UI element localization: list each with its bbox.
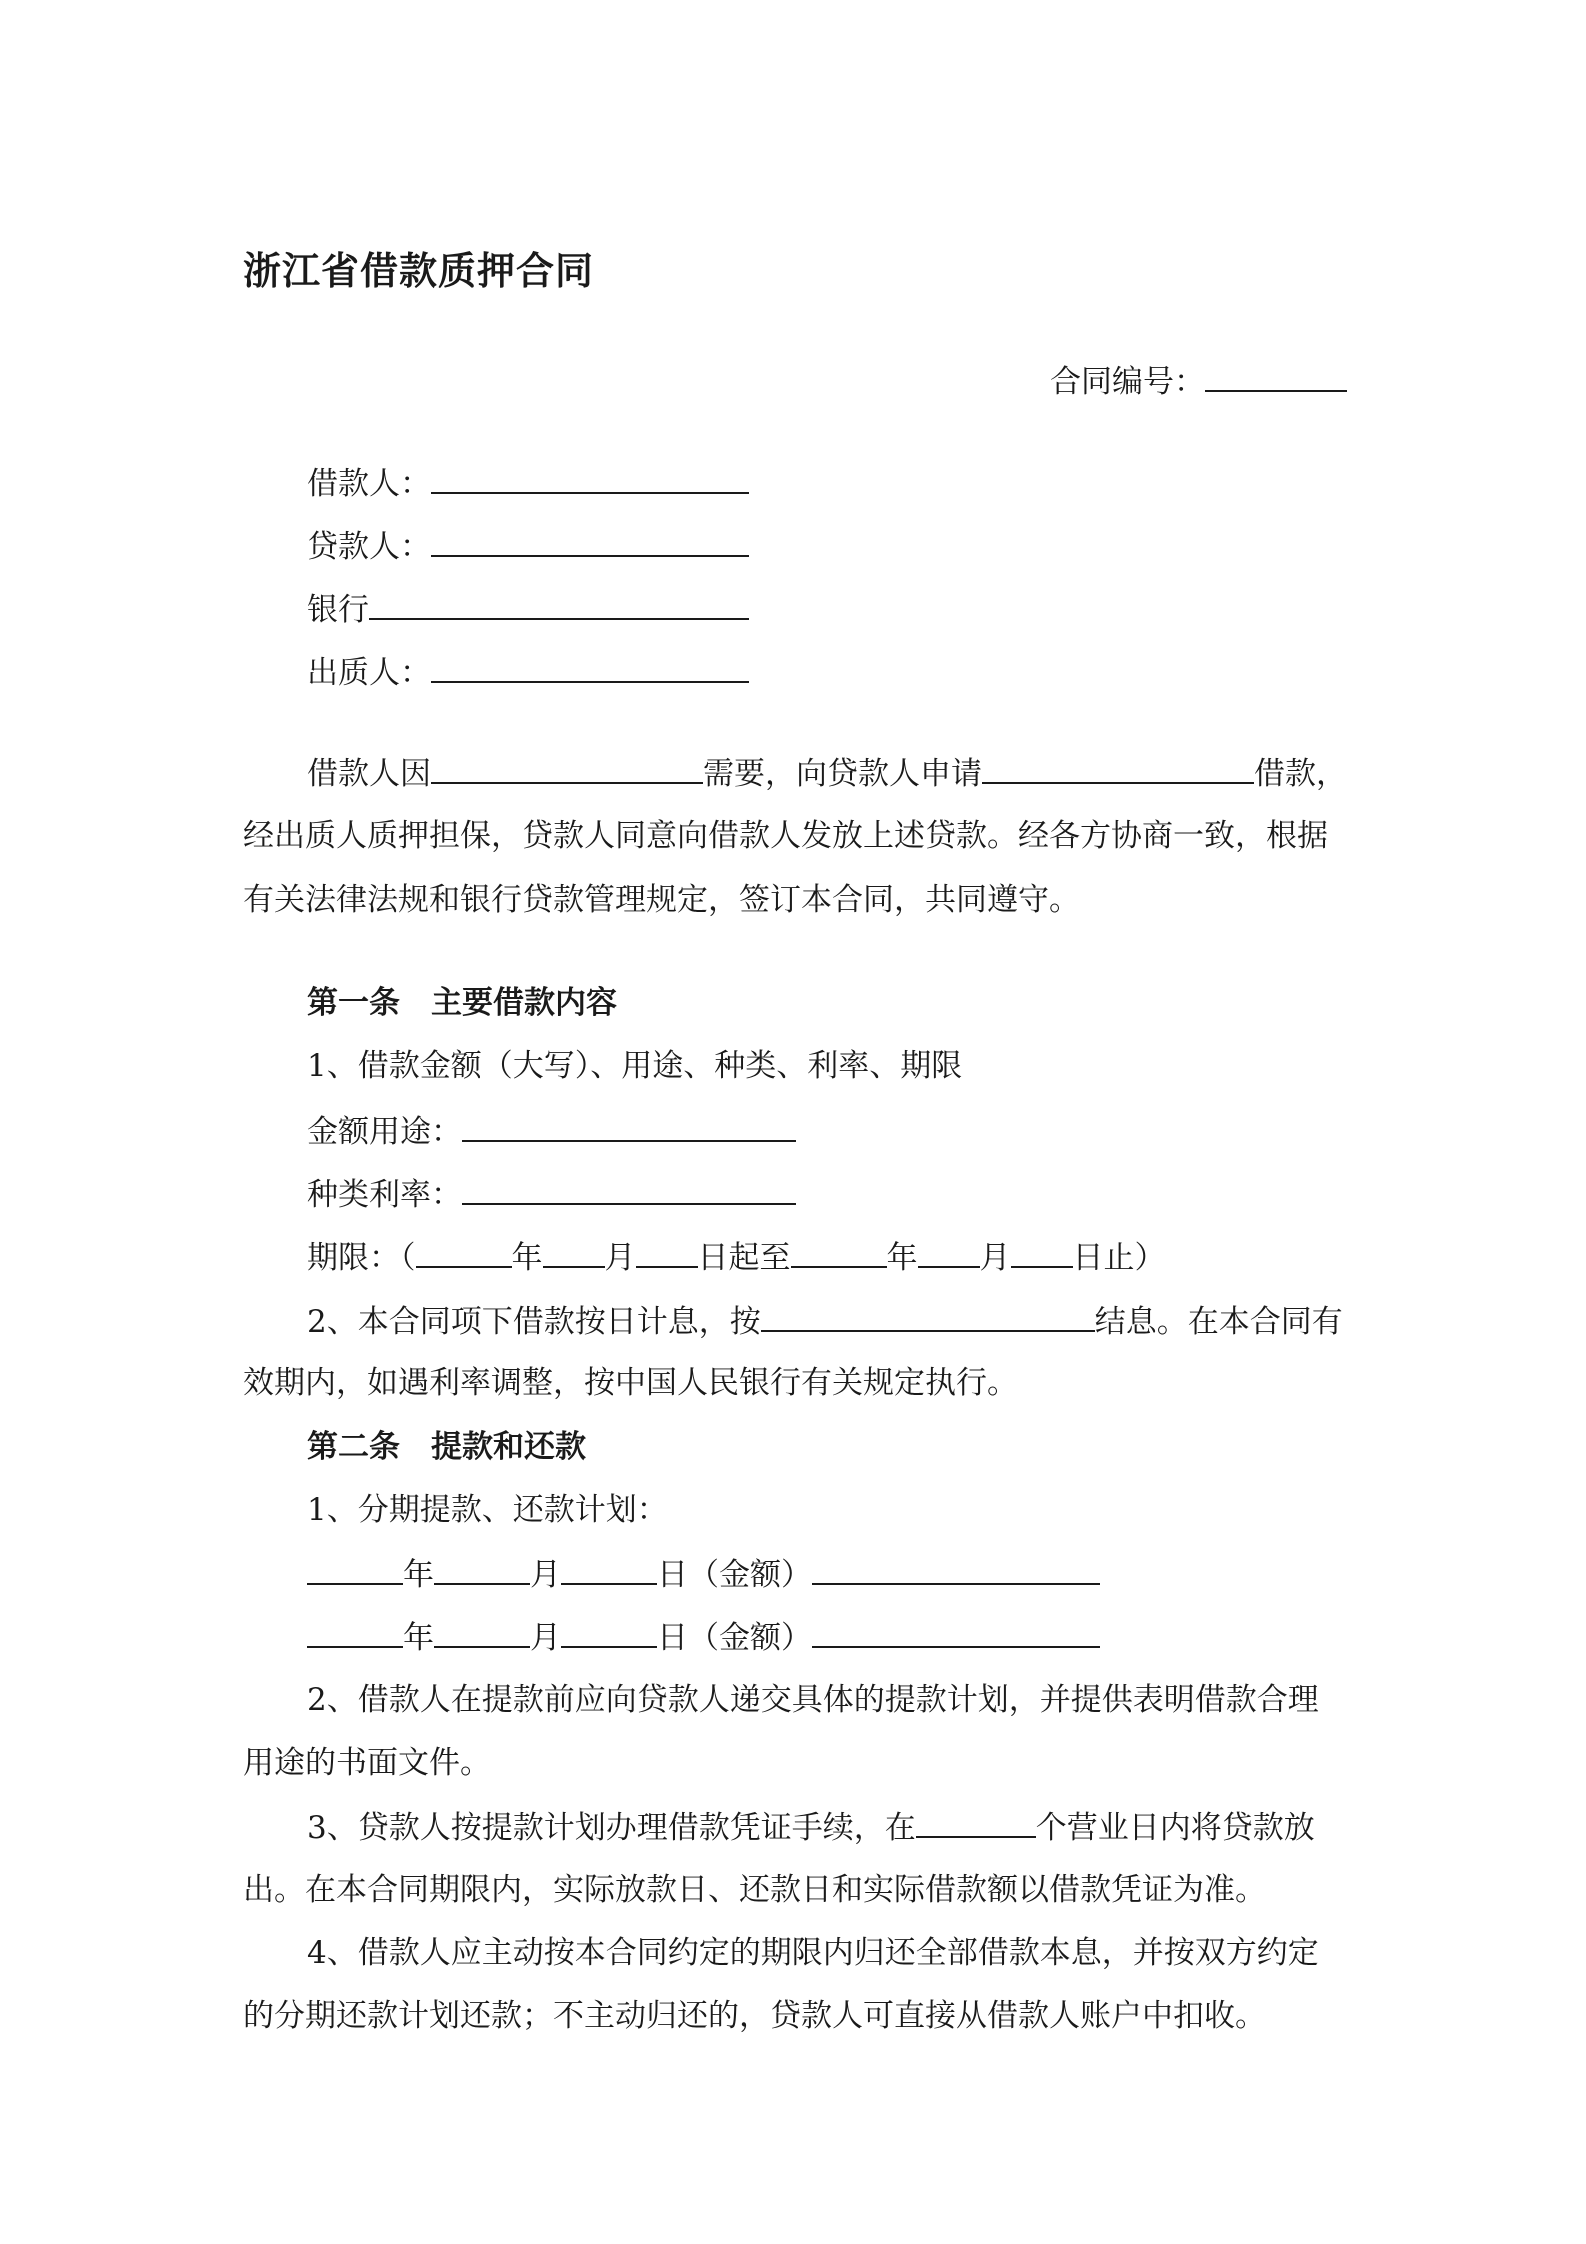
business-days-blank[interactable]: [916, 1806, 1036, 1838]
preamble-text-1b: 需要，向贷款人申请: [703, 756, 982, 792]
contract-number-label: 合同编号：: [1050, 364, 1205, 400]
preamble-text-1a: 借款人因: [307, 756, 431, 792]
lender-label: 贷款人：: [307, 529, 431, 565]
schedule-1-amount-blank[interactable]: [812, 1553, 1100, 1585]
article-1-heading: 第一条 主要借款内容: [307, 985, 617, 1021]
article-2-item-3-line-1: [307, 1806, 1315, 1848]
preamble-line-1: [307, 752, 1347, 794]
end-day-blank[interactable]: [1011, 1236, 1073, 1268]
item-3-text-a: 3、贷款人按提款计划办理借款凭证手续，在: [307, 1810, 916, 1846]
lender-blank[interactable]: [431, 525, 749, 557]
item-3-text-b: 个营业日内将贷款放: [1035, 1810, 1315, 1846]
borrower-label: 借款人：: [307, 466, 431, 502]
loan-type-blank[interactable]: [982, 752, 1254, 784]
bank-row: [307, 588, 749, 630]
start-day-blank[interactable]: [636, 1236, 698, 1268]
bank-blank[interactable]: [369, 588, 749, 620]
schedule-1-day-blank[interactable]: [561, 1553, 657, 1585]
article-2-item-2-line-2: 用途的书面文件。: [243, 1745, 491, 1781]
schedule-2-month-blank[interactable]: [434, 1616, 530, 1648]
article-1-item-1: 1、借款金额（大写）、用途、种类、利率、期限: [307, 1048, 963, 1084]
preamble-line-3: 有关法律法规和银行贷款管理规定，签订本合同，共同遵守。: [243, 882, 1080, 918]
month-text: 月: [604, 1240, 636, 1276]
amount-use-label: 金额用途：: [307, 1114, 462, 1150]
type-rate-label: 种类利率：: [307, 1177, 462, 1213]
bank-label: 银行: [307, 592, 369, 628]
item-2-text-a: 2、本合同项下借款按日计息，按: [307, 1304, 761, 1340]
article-2-item-4-line-2: 的分期还款计划还款；不主动归还的，贷款人可直接从借款人账户中扣收。: [243, 1998, 1266, 2034]
document-title: 浙江省借款质押合同: [243, 249, 595, 293]
term-label: 期限：（: [307, 1240, 416, 1276]
contract-number-blank[interactable]: [1205, 360, 1347, 392]
article-2-item-1: 1、分期提款、还款计划：: [307, 1492, 668, 1528]
item-2-text-b: 结息。在本合同有: [1094, 1304, 1343, 1340]
article-2-heading: 第二条 提款和还款: [307, 1429, 586, 1465]
schedule-2-day-blank[interactable]: [561, 1616, 657, 1648]
year-text: 年: [511, 1240, 543, 1276]
day-to-text: 日止）: [1072, 1240, 1166, 1276]
preamble-text-1c: 借款，: [1254, 756, 1347, 792]
schedule-1-year-blank[interactable]: [307, 1553, 403, 1585]
lender-row: [307, 525, 749, 567]
year-text: 年: [403, 1620, 434, 1656]
start-month-blank[interactable]: [543, 1236, 605, 1268]
contract-number-row: [1050, 360, 1347, 402]
day-amount-text: 日（金额）: [657, 1620, 812, 1656]
borrower-row: [307, 462, 749, 504]
pledgor-blank[interactable]: [431, 651, 749, 683]
end-year-blank[interactable]: [791, 1236, 887, 1268]
borrower-blank[interactable]: [431, 462, 749, 494]
day-amount-text: 日（金额）: [657, 1557, 812, 1593]
purpose-blank[interactable]: [431, 752, 703, 784]
schedule-2-amount-blank[interactable]: [812, 1616, 1100, 1648]
month-text: 月: [979, 1240, 1011, 1276]
schedule-2-year-blank[interactable]: [307, 1616, 403, 1648]
month-text: 月: [530, 1557, 561, 1593]
pledgor-row: [307, 651, 749, 693]
article-2-item-4-line-1: 4、借款人应主动按本合同约定的期限内归还全部借款本息，并按双方约定: [307, 1935, 1319, 1971]
day-from-text: 日起至: [697, 1240, 791, 1276]
schedule-row-2: [307, 1616, 1100, 1658]
article-1-item-2-line-1: [307, 1300, 1343, 1342]
schedule-row-1: [307, 1553, 1100, 1595]
type-rate-row: [307, 1173, 796, 1215]
amount-use-blank[interactable]: [462, 1110, 796, 1142]
year-text: 年: [886, 1240, 918, 1276]
amount-use-row: [307, 1110, 796, 1152]
year-text: 年: [403, 1557, 434, 1593]
article-1-item-2-line-2: 效期内，如遇利率调整，按中国人民银行有关规定执行。: [243, 1365, 1018, 1401]
term-row: [307, 1236, 1166, 1278]
article-2-item-2-line-1: 2、借款人在提款前应向贷款人递交具体的提款计划，并提供表明借款合理: [307, 1682, 1319, 1718]
start-year-blank[interactable]: [416, 1236, 512, 1268]
preamble-line-2: 经出质人质押担保，贷款人同意向借款人发放上述贷款。经各方协商一致，根据: [243, 818, 1328, 854]
article-2-item-3-line-2: 出。在本合同期限内，实际放款日、还款日和实际借款额以借款凭证为准。: [243, 1872, 1266, 1908]
interest-settlement-blank[interactable]: [761, 1300, 1095, 1332]
type-rate-blank[interactable]: [462, 1173, 796, 1205]
end-month-blank[interactable]: [918, 1236, 980, 1268]
month-text: 月: [530, 1620, 561, 1656]
pledgor-label: 出质人：: [307, 655, 431, 691]
schedule-1-month-blank[interactable]: [434, 1553, 530, 1585]
